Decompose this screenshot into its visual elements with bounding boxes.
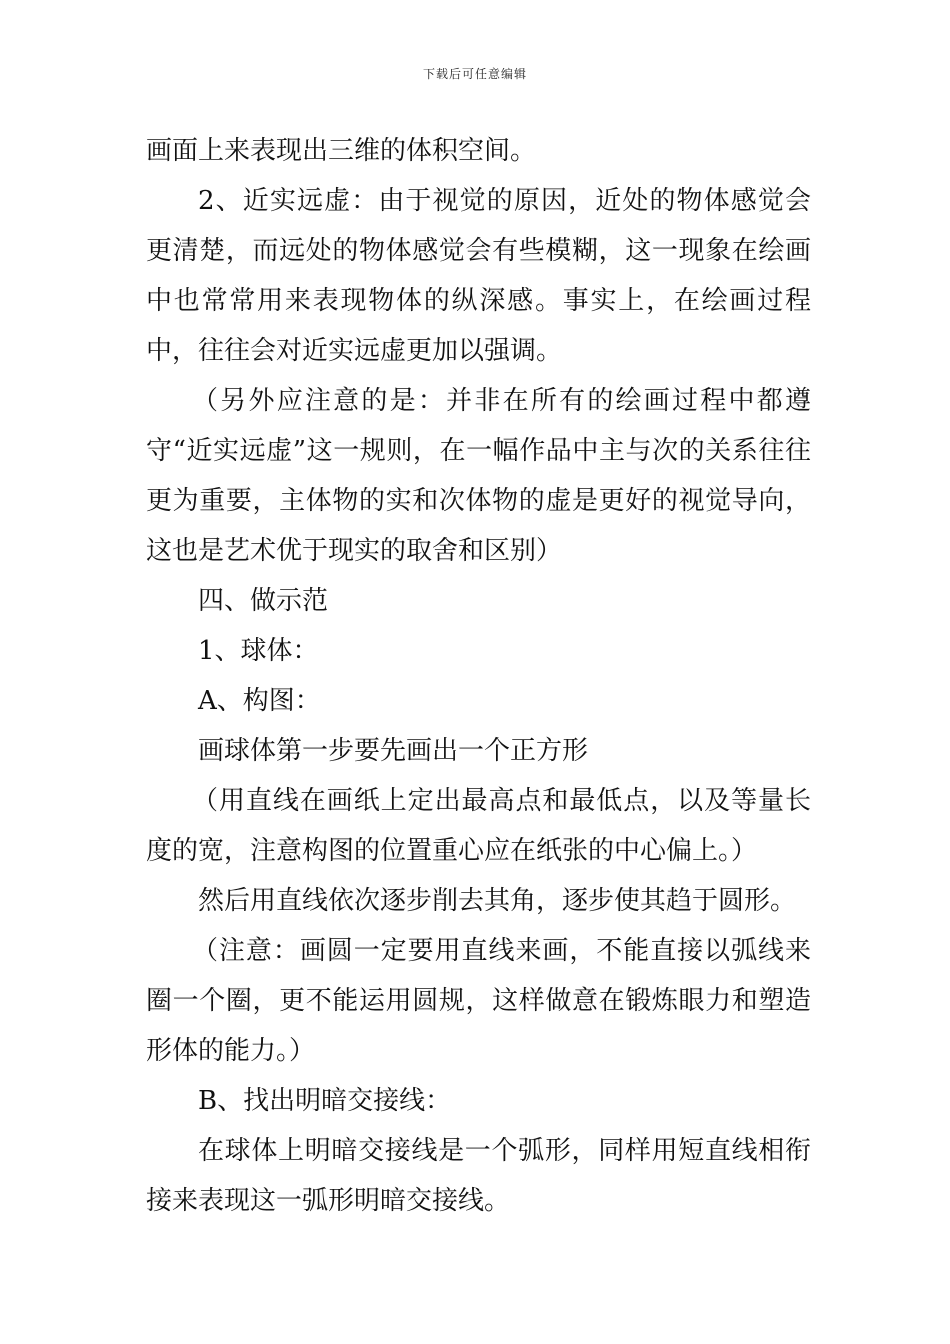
page-header: 下载后可任意编辑 — [422, 67, 527, 81]
paragraph-terminator-arc: 在球体上明暗交接线是一个弧形，同样用短直线相衔接来表现这一弧形明暗交接线。 — [146, 1136, 811, 1216]
paragraph-note-straight-lines: （用直线在画纸上定出最高点和最低点，以及等量长度的宽，注意构图的位置重心应在纸张的中心偏上。） — [146, 786, 811, 866]
paragraph-draw-square: 画球体第一步要先画出一个正方形 — [198, 736, 589, 766]
section-heading-demonstration: 四、做示范 — [198, 586, 329, 616]
document-body — [146, 126, 811, 1226]
paragraph-continuation: 画面上来表现出三维的体积空间。 — [146, 136, 537, 166]
subheading-sphere: 1、球体： — [198, 636, 319, 666]
paragraph-near-solid-far-empty: 2、近实远虚：由于视觉的原因，近处的物体感觉会更清楚，而远处的物体感觉会有些模糊，这一现象在绘画中也常常用来表现物体的纵深感。事实上，在绘画过程中，往往会对近实远虚更加以强调。 — [146, 186, 811, 366]
subheading-terminator-line: B、找出明暗交接线： — [198, 1086, 452, 1116]
paragraph-note-exception: （另外应注意的是：并非在所有的绘画过程中都遵守“近实远虚”这一规则，在一幅作品中主与次的关系往往更为重要，主体物的实和次体物的虚是更好的视觉导向，这也是艺术优于现实的取舍和区别） — [146, 386, 811, 566]
paragraph-note-circle: （注意：画圆一定要用直线来画，不能直接以弧线来圈一个圈，更不能运用圆规，这样做意在锻炼眼力和塑造形体的能力。） — [146, 936, 811, 1066]
paragraph-cut-corners: 然后用直线依次逐步削去其角，逐步使其趋于圆形。 — [198, 886, 797, 916]
subheading-composition: A、构图： — [198, 686, 321, 716]
